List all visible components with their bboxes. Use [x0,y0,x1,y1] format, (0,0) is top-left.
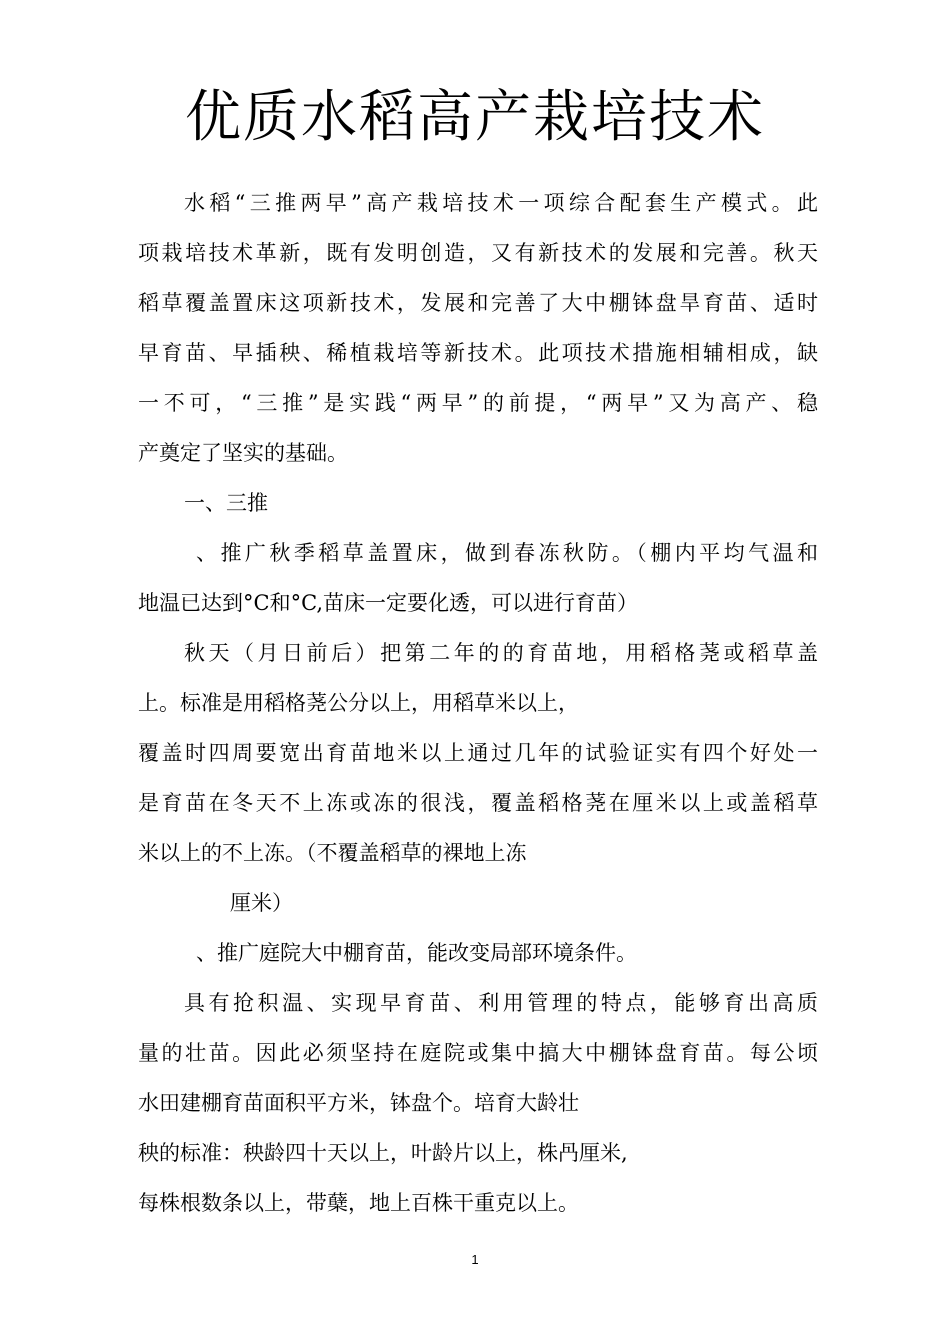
paragraph-line: 具有抢积温、实现早育苗、利用管理的特点，能够育出高质 [184,991,818,1015]
paragraph-line: 量的壮苗。因此必须坚持在庭院或集中搞大中棚钵盘育苗。每公顷 [138,1041,818,1065]
paragraph-line: 米以上的不上冻。（不覆盖稻草的裸地上冻 [138,841,527,865]
paragraph-line: 秧的标准：秧龄四十天以上，叶龄片以上，株冎厘米, [138,1141,628,1165]
paragraph-line: 一不可，“三推”是实践“两早”的前提，“两早”又为高产、稳 [138,391,818,415]
paragraph-line: 每株根数条以上，带蘖，地上百株干重克以上。 [138,1191,579,1215]
paragraph-line: 稻草覆盖置床这项新技术，发展和完善了大中棚钵盘旱育苗、适时 [138,291,818,315]
paragraph-line: 水田建棚育苗面积平方米，钵盘个。培育大龄壮 [138,1091,579,1115]
paragraph-line: 、推广庭院大中棚育苗，能改变局部环境条件。 [196,941,637,965]
paragraph-line: 地温已达到°C和°C,苗床一定要化透，可以进行育苗） [138,591,639,615]
paragraph-line: 覆盖时四周要宽出育苗地米以上通过几年的试验证实有四个好处一 [138,741,818,765]
paragraph-line: 秋天（月日前后）把第二年的的育苗地，用稻格荛或稻草盖 [184,641,818,665]
paragraph-line: 水稻“三推两早”高产栽培技术一项综合配套生产模式。此 [184,191,818,215]
document-body [138,178,818,1228]
document-title: 优质水稻高产栽培技术 [185,85,765,150]
paragraph-line: 是育苗在冬天不上冻或冻的很浅，覆盖稻格荛在厘米以上或盖稻草 [138,791,818,815]
paragraph-line: 产奠定了坚实的基础。 [138,441,348,465]
paragraph-line: 项栽培技术革新，既有发明创造，又有新技术的发展和完善。秋天 [138,241,818,265]
paragraph-line: 厘米） [230,891,293,915]
paragraph-line: 上。标准是用稻格荛公分以上，用稻草米以上， [138,691,579,715]
paragraph-line: 、推广秋季稻草盖置床，做到春冻秋防。（棚内平均气温和 [196,541,818,565]
section-heading: 一、三推 [184,491,268,515]
page-number: 1 [471,1252,479,1267]
paragraph-line: 早育苗、早插秧、稀植栽培等新技术。此项技术措施相辅相成，缺 [138,341,818,365]
